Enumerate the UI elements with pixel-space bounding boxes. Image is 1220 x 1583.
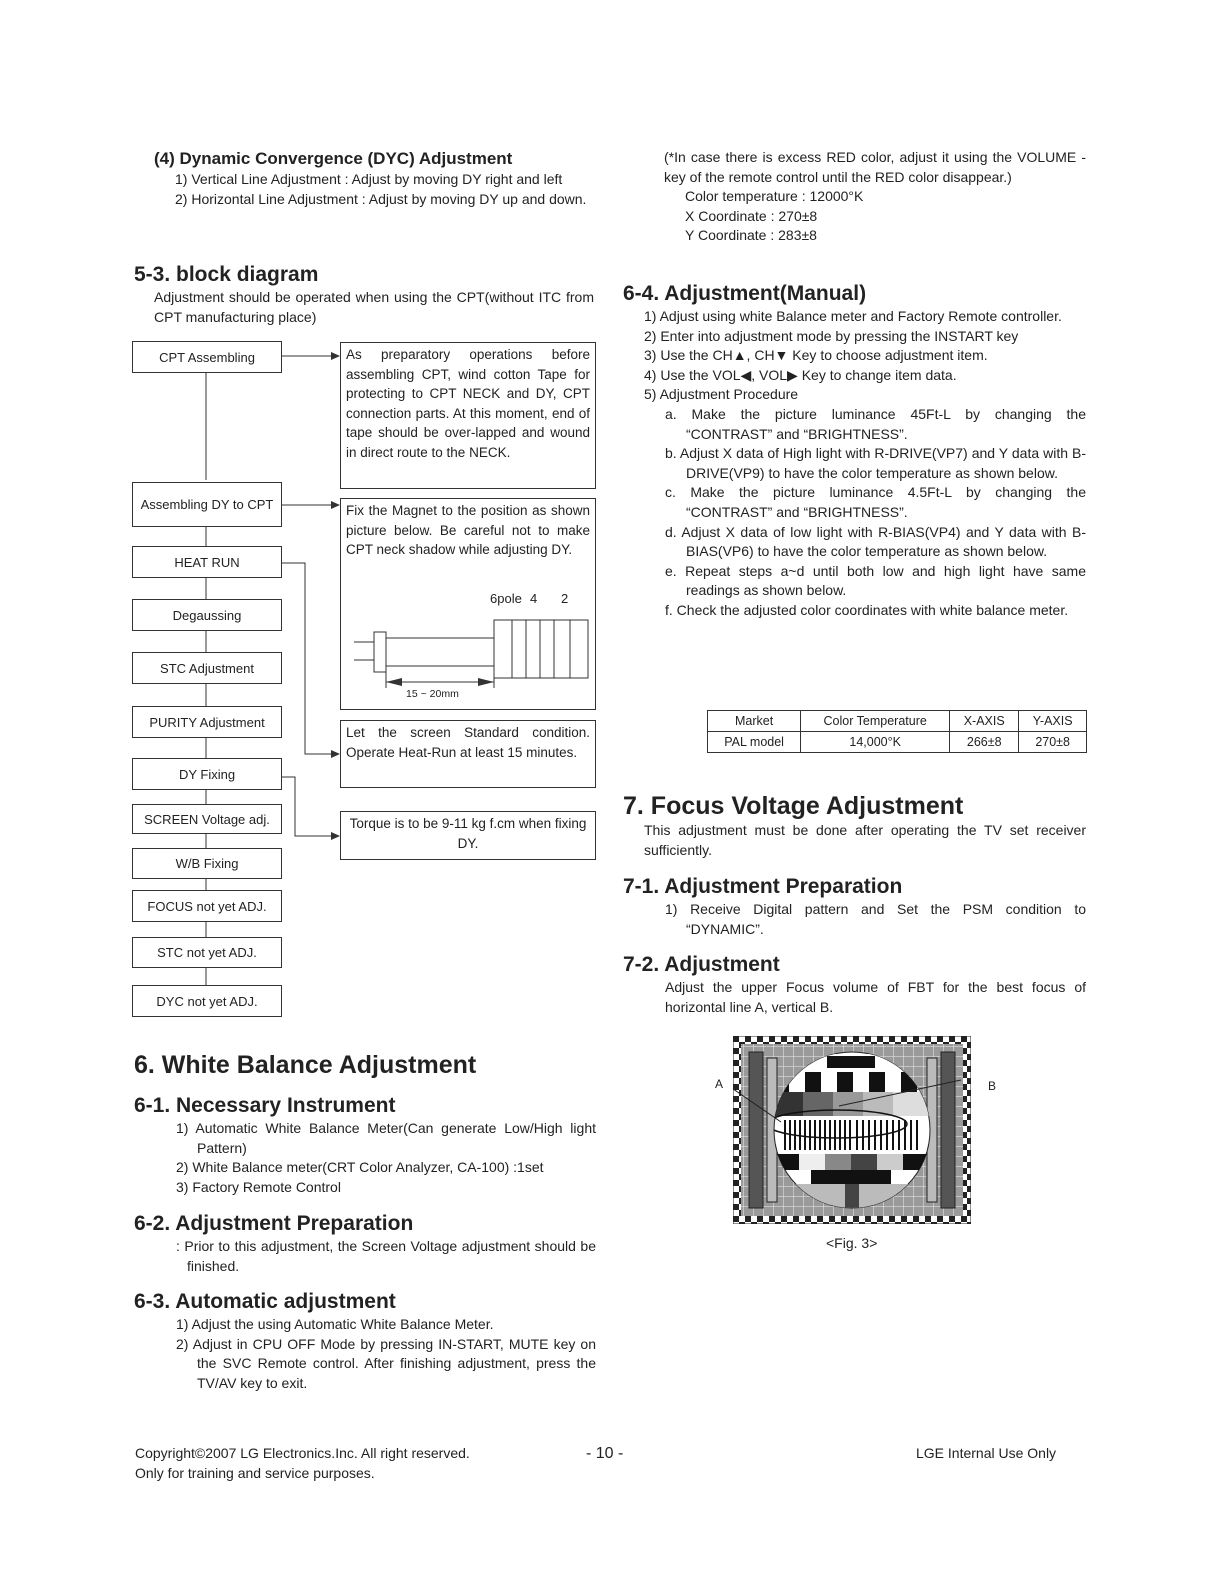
note-text: Fix the Magnet to the position as shown picture below. Be careful not to make CPT neck shadow while adjusting DY. <box>346 503 590 558</box>
red-note: (*In case there is excess RED color, adjust it using the VOLUME - key of the remote control until the RED color disappear.) <box>664 149 1086 185</box>
color-temperature-table <box>707 710 1087 753</box>
color-temperature-line: Color temperature : 12000°K <box>685 188 864 205</box>
flow-step-label: W/B Fixing <box>175 856 239 871</box>
table-header-row <box>708 711 1087 732</box>
white-balance-section <box>134 1050 596 1080</box>
pattern-label-b: B <box>988 1079 997 1093</box>
magnet-pole-label: 6pole <box>490 591 522 606</box>
note-text: Torque is to be 9-11 kg f.cm when fixing DY. <box>349 816 587 851</box>
flow-step-label: STC Adjustment <box>160 660 254 676</box>
focus-prep-item: 1) Receive Digital pattern and Set the PSM condition to “DYNAMIC”. <box>665 901 1086 937</box>
flow-step-label: FOCUS not yet ADJ. <box>147 898 267 914</box>
flow-step-label: DYC not yet ADJ. <box>156 993 258 1009</box>
manual-sub-e: e. Repeat steps a~d until both low and high light have same readings as shown below. <box>665 562 1086 599</box>
magnet-label-4: 4 <box>530 591 538 606</box>
manual-sub-c: c. Make the picture luminance 4.5Ft-L by changing the “CONTRAST” and “BRIGHTNESS”. <box>665 484 1086 520</box>
test-pattern-figure <box>733 1036 971 1224</box>
flow-step-purity-adjustment <box>132 706 282 738</box>
instrument-item-1: 1) Automatic White Balance Meter(Can generate Low/High light Pattern) <box>176 1120 596 1156</box>
auto-adjust-title: 6-3. Automatic adjustment <box>134 1290 396 1313</box>
manual-sub-f: f. Check the adjusted color coordinates with white balance meter. <box>665 601 1069 618</box>
instrument-item-3: 3) Factory Remote Control <box>176 1178 341 1195</box>
manual-sub-b: b. Adjust X data of High light with R-DRIVE(VP7) and Y data with B-DRIVE(VP9) to have the color temperature as shown below. <box>665 445 1086 481</box>
wb-prep-title: 6-2. Adjustment Preparation <box>134 1212 414 1235</box>
flow-step-focus-not-yet <box>132 890 282 922</box>
manual-sub-a: a. Make the picture luminance 45Ft-L by changing the “CONTRAST” and “BRIGHTNESS”. <box>665 405 1086 442</box>
magnet-label-2: 2 <box>561 591 569 606</box>
x-coordinate-line: X Coordinate : 270±8 <box>685 207 818 224</box>
page-number: - 10 - <box>586 1445 624 1462</box>
table-cell: 14,000°K <box>801 732 950 753</box>
flow-step-label: HEAT RUN <box>174 554 240 570</box>
table-header-cell: Y-AXIS <box>1019 711 1087 732</box>
table-header-cell: X-AXIS <box>950 711 1019 732</box>
flow-step-assembling-dy <box>132 482 282 527</box>
manual-item-2: 2) Enter into adjustment mode by pressing the INSTART key <box>644 327 1019 344</box>
focus-title: 7. Focus Voltage Adjustment <box>623 792 964 820</box>
focus-prep-section <box>623 874 1086 939</box>
white-balance-title: 6. White Balance Adjustment <box>134 1051 477 1079</box>
flow-step-label: STC not yet ADJ. <box>157 945 257 960</box>
auto-adjust-item-2: 2) Adjust in CPU OFF Mode by pressing IN-START, MUTE key on the SVC Remote control. After finishing adjustment, press the TV/AV key to exit. <box>176 1335 596 1391</box>
instrument-section <box>134 1093 596 1197</box>
flow-step-label: Degaussing <box>172 607 242 623</box>
table-header-cell: Color Temperature <box>801 711 950 732</box>
dyc-item-2: 2) Horizontal Line Adjustment : Adjust by moving DY up and down. <box>175 190 587 207</box>
note-box-preparation <box>340 342 596 489</box>
manual-item-4: 4) Use the VOL◀, VOL▶ Key to change item data. <box>644 366 957 383</box>
flow-step-wb-fixing <box>132 848 282 879</box>
footer-training: Only for training and service purposes. <box>135 1465 375 1481</box>
manual-section <box>623 281 1086 621</box>
table-row <box>708 732 1087 753</box>
focus-adjust-text: Adjust the upper Focus volume of FBT for the best focus of horizontal line A, vertical B. <box>665 979 1086 1015</box>
flow-step-label: Assembling DY to CPT <box>140 497 274 512</box>
manual-item-1: 1) Adjust using white Balance meter and Factory Remote controller. <box>644 308 1062 324</box>
footer-internal: LGE Internal Use Only <box>916 1445 1057 1461</box>
focus-section <box>623 791 1086 860</box>
instrument-item-2: 2) White Balance meter(CRT Color Analyzer, CA-100) :1set <box>176 1159 544 1176</box>
auto-adjust-section <box>134 1289 596 1393</box>
pattern-label-a: A <box>715 1077 724 1091</box>
flow-step-screen-voltage <box>132 804 282 834</box>
note-box-torque <box>340 811 596 860</box>
dyc-item-1: 1) Vertical Line Adjustment : Adjust by moving DY right and left <box>175 171 563 187</box>
block-diagram-intro: Adjustment should be operated when using the CPT(without ITC from CPT manufacturing place) <box>154 289 594 325</box>
wb-prep-text: : Prior to this adjustment, the Screen Voltage adjustment should be finished. <box>176 1238 596 1274</box>
y-coordinate-line: Y Coordinate : 283±8 <box>685 227 817 244</box>
magnet-diagram <box>340 590 596 708</box>
flow-step-degaussing <box>132 599 282 631</box>
manual-item-5: 5) Adjustment Procedure <box>644 386 799 403</box>
note-text: As preparatory operations before assembling CPT, wind cotton Tape for protecting to CPT NECK and DY, CPT connection parts. At this moment, end of tape should be over-lapped and wound in direct route to the NECK. <box>346 347 590 460</box>
table-header-cell: Market <box>708 711 801 732</box>
flow-step-label: DY Fixing <box>178 766 236 782</box>
manual-title: 6-4. Adjustment(Manual) <box>623 282 867 305</box>
flow-step-label: SCREEN Voltage adj. <box>144 811 270 827</box>
wb-prep-section <box>134 1211 596 1276</box>
flow-step-dy-fixing <box>132 758 282 790</box>
table-cell: 266±8 <box>950 732 1019 753</box>
auto-adjust-item-1: 1) Adjust the using Automatic White Balance Meter. <box>176 1316 494 1332</box>
dyc-title: (4) Dynamic Convergence (DYC) Adjustment <box>154 149 513 168</box>
focus-adjust-title: 7-2. Adjustment <box>623 953 780 976</box>
note-text: Let the screen Standard condition. Operate Heat-Run at least 15 minutes. <box>346 725 590 760</box>
red-note-section <box>664 148 1086 246</box>
focus-text: This adjustment must be done after operating the TV set receiver sufficiently. <box>644 822 1086 858</box>
magnet-dimension: 15 ~ 20mm <box>406 688 459 700</box>
focus-adjust-section <box>623 952 1086 1017</box>
instrument-title: 6-1. Necessary Instrument <box>134 1094 396 1117</box>
table-cell: PAL model <box>708 732 801 753</box>
flow-step-stc-not-yet <box>132 937 282 968</box>
block-diagram-title: 5-3. block diagram <box>134 263 319 286</box>
figure-caption: <Fig. 3> <box>826 1235 878 1251</box>
footer-copyright: Copyright©2007 LG Electronics.Inc. All right reserved. <box>135 1445 470 1461</box>
flow-step-heat-run <box>132 546 282 578</box>
flow-step-label: PURITY Adjustment <box>149 714 265 730</box>
table-cell: 270±8 <box>1019 732 1087 753</box>
focus-prep-title: 7-1. Adjustment Preparation <box>623 875 903 898</box>
manual-sub-d: d. Adjust X data of low light with R-BIAS(VP4) and Y data with B-BIAS(VP6) to have the color temperature as shown below. <box>665 523 1086 560</box>
flow-step-stc-adjustment <box>132 652 282 684</box>
flow-step-label: CPT Assembling <box>159 349 255 365</box>
note-box-heat-run <box>340 720 596 788</box>
flow-step-dyc-not-yet <box>132 985 282 1017</box>
flow-step-cpt-assembling <box>132 341 282 373</box>
manual-item-3: 3) Use the CH▲, CH▼ Key to choose adjustment item. <box>644 347 988 364</box>
